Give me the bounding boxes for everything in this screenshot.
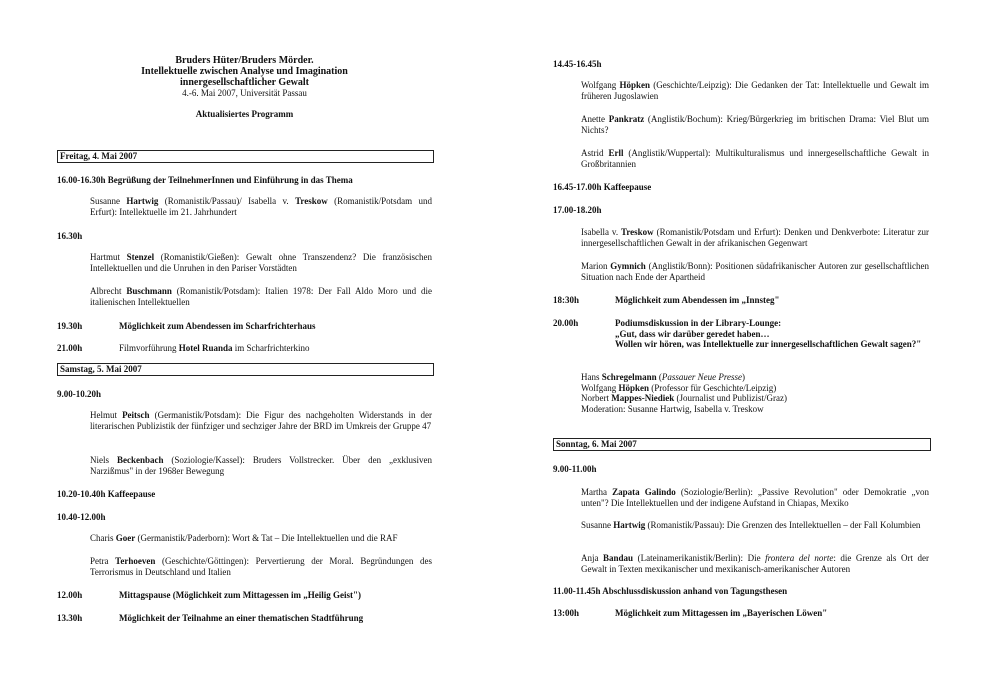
talk-text: (Anglistik/Bonn): Positionen südafrikanischer Autoren zur gesellschaftlichen Situation nach Ende der Apartheid	[581, 261, 929, 282]
speaker-first: Helmut	[90, 410, 123, 420]
talk-text: (Germanistik/Paderborn): Wort & Tat – Die Intellektuellen und die RAF	[135, 533, 398, 543]
participant-text: (	[656, 372, 662, 382]
slot-time: 9.00-10.20h	[57, 389, 102, 399]
panel-participant	[581, 383, 929, 394]
talk-text: (Anglistik/Wuppertal): Multikulturalismus und innergesellschaftliche Gewalt in Großbritannien	[581, 148, 930, 169]
speaker-first: Albrecht	[90, 286, 127, 296]
slot-time: 16.45-17.00h	[553, 182, 602, 192]
program-header	[57, 55, 432, 120]
row-time-2000: 20.00h	[553, 318, 579, 328]
speaker-first: Hartmut	[90, 252, 127, 262]
speaker-name: Treskow	[621, 227, 654, 237]
speaker-name: Buschmann	[126, 286, 172, 296]
slot-time: 10.40-12.00h	[57, 512, 106, 522]
talk-terhoeven	[90, 556, 432, 577]
talk-text: (Geschichte/Leipzig): Die Gedanken der Tat: Intellektuelle und Gewalt im früheren Jugoslawien	[581, 80, 929, 101]
speaker-first: Anette	[581, 114, 609, 124]
row-time-1200: 12.00h	[57, 590, 83, 600]
speaker-name-2: Treskow	[295, 196, 328, 206]
slot-time: 14.45-16.45h	[553, 59, 602, 69]
film-title: Hotel Ruanda	[178, 343, 233, 353]
slot-time: 9.00-11.00h	[553, 464, 597, 474]
slot-title: Kaffeepause	[603, 182, 652, 192]
slot-time: 17.00-18.20h	[553, 205, 602, 215]
slot-saturday-1700	[553, 205, 602, 216]
talk-treskow	[581, 227, 929, 248]
talk-text: (Romanistik/Passau): Die Grenzen des Intellektuellen – der Fall Kolumbien	[645, 520, 921, 530]
speaker-first: Susanne	[581, 520, 614, 530]
row-text-dinner-friday: Möglichkeit zum Abendessen im Scharfrichterhaus	[119, 321, 316, 331]
participant-name: Mappes-Niediek	[611, 393, 675, 403]
speaker-first: Martha	[581, 487, 613, 497]
participant-name: Schregelmann	[601, 372, 657, 382]
talk-text: (Geschichte/Göttingen): Pervertierung der Moral. Begründungen des Terrorismus in Deutschland und Italien	[90, 556, 432, 577]
talk-stenzel	[90, 252, 432, 273]
updated-program-label: Aktualisiertes Programm	[195, 109, 294, 119]
speaker-name: Zapata Galindo	[612, 487, 676, 497]
slot-saturday-0900	[57, 389, 101, 400]
day-header-sunday: Sonntag, 6. Mai 2007	[553, 438, 931, 451]
participant-first: Wolfgang	[581, 382, 619, 393]
slot-saturday-1040	[57, 512, 106, 523]
slot-saturday-1645	[553, 182, 651, 193]
talk-erll	[581, 148, 929, 169]
slot-time: 11.00-11.45h	[553, 586, 601, 596]
speaker-first: Wolfgang	[581, 80, 620, 90]
talk-text: (Romanistik/Potsdam und Erfurt): Denken und Denkverbote: Literatur zur innergesellschaftlichen Gewalt in der afrikanischen Gegenwart	[581, 227, 929, 248]
speaker-first: Charis	[90, 533, 116, 543]
speaker-first: Niels	[90, 455, 117, 465]
speaker-name: Gymnich	[610, 261, 646, 271]
speaker-first: Isabella v.	[581, 227, 621, 237]
panel-title: Podiumsdiskussion in der Library-Lounge:	[615, 318, 782, 328]
talk-text: (Soziologie/Berlin): „Passive Revolution" oder Demokratie „von unten"? Die Intellektuellen und der indigene Aufstand in Chiapas, Mexiko	[581, 487, 929, 508]
speaker-name: Peitsch	[122, 410, 150, 420]
talk-text-2: : die Grenze als Ort der Gewalt in Texten mexikanischer und mexikanisch-amerikanischer Autoren	[581, 553, 929, 574]
slot-time: 16.00-16.30h	[57, 175, 106, 185]
speaker-name: Hartwig	[126, 196, 159, 206]
slot-time: 16.30h	[57, 231, 83, 241]
title-line-2: Intellektuelle zwischen Analyse und Imagination	[141, 66, 348, 77]
slot-friday-1630	[57, 231, 82, 242]
talk-text: (Lateinamerikanistik/Berlin): Die	[633, 553, 766, 563]
participant-text: (Journalist und Publizist/Graz)	[674, 393, 787, 403]
speaker-first: Petra	[90, 556, 116, 566]
talk-text: (Germanistik/Potsdam): Die Figur des nachgeholten Widerstands in der literarischen Publizistik der fünfziger und sechziger Jahre der BRD im Umkreis der Gruppe 47	[90, 410, 432, 431]
speaker-name: Stenzel	[126, 252, 155, 262]
row-text-city-tour: Möglichkeit der Teilnahme an einer thematischen Stadtführung	[119, 613, 364, 623]
talk-hartwig-treskow	[90, 196, 432, 217]
speaker-name: Beckenbach	[116, 455, 164, 465]
day-header-saturday: Samstag, 5. Mai 2007	[57, 363, 434, 376]
talk-hoepken	[581, 80, 929, 101]
speaker-name: Hartwig	[613, 520, 646, 530]
talk-text: (Romanistik/Passau)/ Isabella v.	[158, 196, 296, 206]
slot-title: Begrüßung der TeilnehmerInnen und Einführung in das Thema	[107, 175, 353, 185]
panel-quote-1: „Gut, dass wir darüber geredet haben…	[615, 328, 770, 339]
conference-dates: 4.-6. Mai 2007, Universität Passau	[182, 88, 307, 98]
participant-first: Hans	[581, 372, 602, 382]
speaker-first: Astrid	[581, 148, 609, 158]
slot-saturday-1445	[553, 59, 602, 70]
talk-zapata-galindo	[581, 487, 929, 508]
speaker-name: Höpken	[619, 80, 651, 90]
talk-pankratz	[581, 114, 929, 135]
talk-text: (Romanistik/Potsdam): Italien 1978: Der Fall Aldo Moro und die italienischen Intellektuellen	[90, 286, 432, 307]
panel-discussion	[615, 318, 929, 350]
speaker-name: Bandau	[603, 553, 634, 563]
talk-text: (Soziologie/Kassel): Bruders Vollstrecker. Über den „exklusiven Narzißmus" in der 1968er Bewegung	[90, 455, 432, 476]
speaker-first: Anja	[581, 553, 604, 563]
slot-title: Abschlussdiskussion anhand von Tagungsthesen	[602, 586, 788, 596]
talk-peitsch	[90, 410, 432, 431]
talk-buschmann	[90, 286, 432, 307]
row-time-1830: 18:30h	[553, 295, 580, 305]
talk-italic: frontera del norte	[765, 553, 834, 563]
panel-quote-2: Wollen wir hören, was Intellektuelle zur innergesellschaftlichen Gewalt sagen?"	[615, 339, 922, 349]
speaker-name: Pankratz	[608, 114, 645, 124]
title-line-1: Bruders Hüter/Bruders Mörder.	[175, 55, 314, 66]
row-time-1330: 13.30h	[57, 613, 83, 623]
speaker-name: Erll	[608, 148, 624, 158]
participant-paper: Passauer Neue Presse	[661, 372, 742, 382]
film-post: im Scharfrichterkino	[232, 343, 310, 353]
talk-text: (Romanistik/Gießen): Gewalt ohne Transzendenz? Die französischen Intellektuellen und die Unruhen in den Pariser Vorstädten	[90, 252, 432, 273]
film-pre: Filmvorführung	[119, 343, 179, 353]
participant-text-2: )	[742, 372, 745, 382]
day-header-friday: Freitag, 4. Mai 2007	[57, 150, 434, 163]
panel-participant	[581, 372, 929, 383]
talk-goer	[90, 533, 432, 544]
speaker-first: Susanne	[90, 196, 127, 206]
participant-first: Norbert	[581, 393, 612, 403]
talk-bandau	[581, 553, 929, 574]
row-time-1300: 13:00h	[553, 608, 580, 618]
participant-text: (Professor für Geschichte/Leipzig)	[649, 382, 777, 393]
participant-name: Höpken	[618, 382, 650, 393]
slot-title: Kaffeepause	[107, 489, 156, 499]
row-time-2100: 21.00h	[57, 343, 83, 353]
row-text-dinner-saturday: Möglichkeit zum Abendessen im „Innsteg"	[615, 295, 780, 305]
slot-saturday-1020	[57, 489, 155, 500]
panel-participants	[581, 372, 929, 414]
row-text-lunch-saturday: Mittagspause (Möglichkeit zum Mittagessen im „Heilig Geist")	[119, 590, 361, 600]
row-time-1930: 19.30h	[57, 321, 83, 331]
talk-hartwig	[581, 520, 929, 531]
slot-friday-1600	[57, 175, 353, 186]
panel-moderation: Moderation: Susanne Hartwig, Isabella v. Treskow	[581, 403, 764, 414]
talk-text-2: (Romanistik/Potsdam und Erfurt): Intellektuelle im 21. Jahrhundert	[90, 196, 432, 217]
row-text-film	[119, 343, 310, 354]
panel-participant	[581, 393, 929, 404]
talk-text: (Anglistik/Bochum): Krieg/Bürgerkrieg im britischen Drama: Viel Blut um Nichts?	[581, 114, 929, 135]
speaker-name: Terhoeven	[115, 556, 156, 566]
speaker-first: Marion	[581, 261, 611, 271]
speaker-name: Goer	[115, 533, 136, 543]
talk-gymnich	[581, 261, 929, 282]
slot-time: 10.20-10.40h	[57, 489, 106, 499]
talk-beckenbach	[90, 455, 432, 476]
slot-sunday-0900	[553, 464, 597, 475]
title-line-3: innergesellschaftlicher Gewalt	[180, 77, 309, 88]
row-text-lunch-sunday: Möglichkeit zum Mittagessen im „Bayerischen Löwen"	[615, 608, 828, 618]
slot-sunday-1100	[553, 586, 787, 597]
